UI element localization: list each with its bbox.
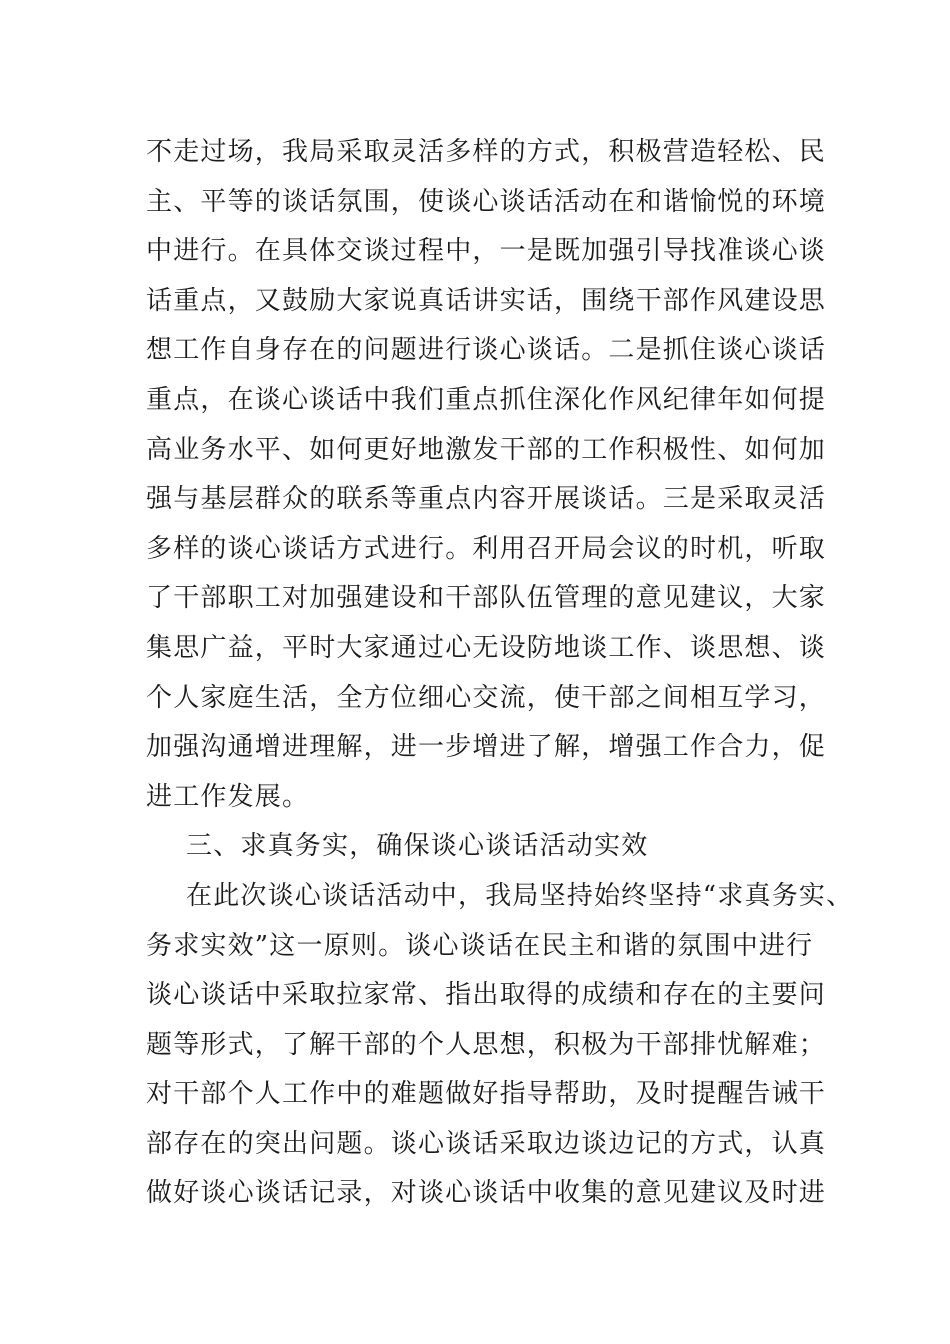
text-line: 做好谈心谈话记录，对谈心谈话中收集的意见建议及时进 xyxy=(146,1178,827,1209)
text-line: 了干部职工对加强建设和干部队伍管理的意见建议，大家 xyxy=(146,583,827,614)
section-heading: 三、求真务实，确保谈心谈话活动实效 xyxy=(186,831,649,862)
text-line: 中进行。在具体交谈过程中，一是既加强引导找准谈心谈 xyxy=(146,236,827,267)
text-line: 题等形式，了解干部的个人思想，积极为干部排忧解难； xyxy=(146,1029,827,1060)
text-line: 多样的谈心谈话方式进行。利用召开局会议的时机，听取 xyxy=(146,533,827,564)
text-line: 强与基层群众的联系等重点内容开展谈话。三是采取灵活 xyxy=(146,484,827,515)
text-line: 部存在的突出问题。谈心谈话采取边谈边记的方式，认真 xyxy=(146,1128,827,1159)
text-line: 对干部个人工作中的难题做好指导帮助，及时提醒告诫干 xyxy=(146,1079,827,1110)
text-line: 谈心谈话中采取拉家常、指出取得的成绩和存在的主要问 xyxy=(146,980,827,1011)
text-line: 进工作发展。 xyxy=(146,781,310,812)
body-text xyxy=(146,128,854,1219)
text-line: 主、平等的谈话氛围，使谈心谈话活动在和谐愉悦的环境 xyxy=(146,186,827,217)
text-line: 高业务水平、如何更好地激发干部的工作积极性、如何加 xyxy=(146,434,827,465)
text-line: 加强沟通增进理解，进一步增进了解，增强工作合力，促 xyxy=(146,732,827,763)
paragraph-first-line: 在此次谈心谈话活动中，我局坚持始终坚持“求真务实、 xyxy=(186,880,854,911)
text-line: 重点，在谈心谈话中我们重点抓住深化作风纪律年如何提 xyxy=(146,384,827,415)
text-line: 不走过场，我局采取灵活多样的方式，积极营造轻松、民 xyxy=(146,137,827,167)
text-line: 想工作自身存在的问题进行谈心谈话。二是抓住谈心谈话 xyxy=(146,335,827,366)
text-line: 个人家庭生活，全方位细心交流，使干部之间相互学习， xyxy=(146,682,827,713)
text-line: 集思广益，平时大家通过心无设防地谈工作、谈思想、谈 xyxy=(146,632,827,663)
text-line: 话重点，又鼓励大家说真话讲实话，围绕干部作风建设思 xyxy=(146,285,827,316)
text-line: 务求实效”这一原则。谈心谈话在民主和谐的氛围中进行 xyxy=(146,930,814,961)
